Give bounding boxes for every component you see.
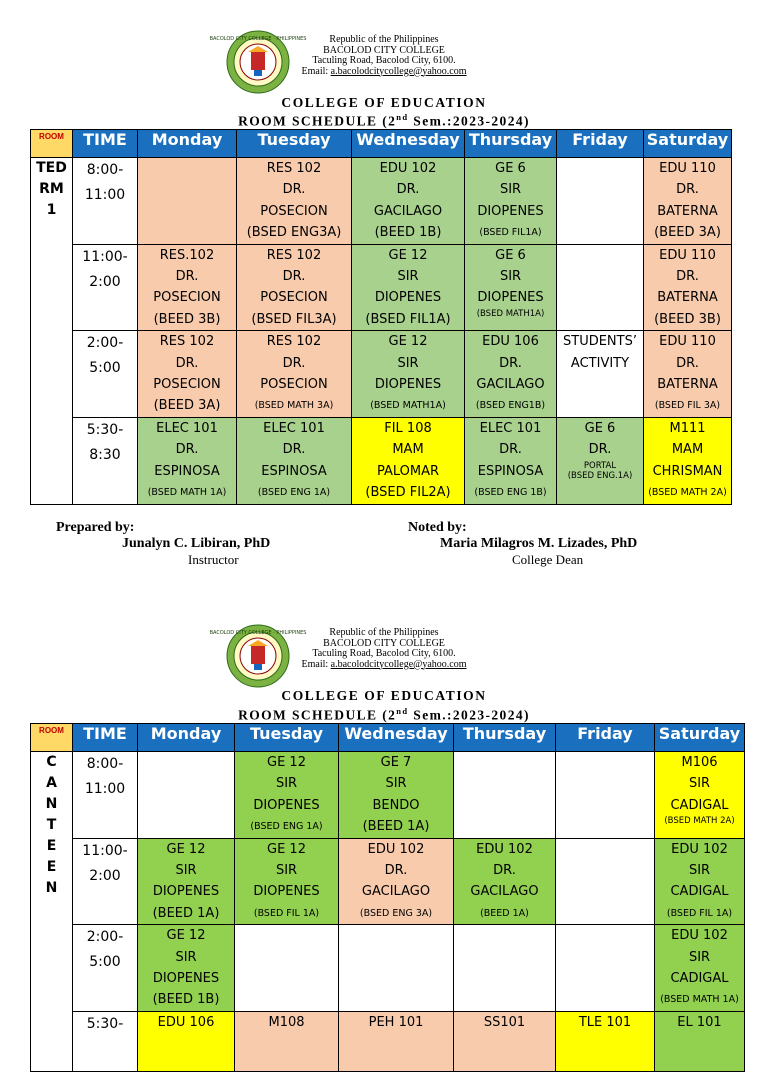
class-slot-line: GE 12	[388, 247, 428, 263]
time-slot-line: 2:00	[89, 273, 121, 290]
class-slot-line: RES 102	[266, 334, 322, 350]
col-header-tuesday: Tuesday	[235, 724, 339, 752]
time-slot-line: 11:00	[84, 187, 126, 203]
room-label-line: N	[45, 880, 58, 896]
class-slot-line: POSECION	[260, 203, 328, 219]
table-row	[31, 752, 745, 839]
class-slot-line: DR.	[676, 355, 699, 371]
class-slot-line: EDU 102	[379, 161, 437, 176]
class-slot-line: PEH 101	[368, 1014, 424, 1030]
class-section-label: (BSED MATH 1A)	[147, 487, 227, 499]
class-slot-cell	[644, 331, 732, 418]
class-slot-line: EDU 110	[659, 161, 716, 176]
republic-line: Republic of the Philippines	[329, 627, 439, 638]
class-slot-line: (BEED 3A)	[153, 398, 221, 414]
class-section-label: (BSED MATH 1A)	[660, 994, 739, 1006]
class-slot-line: ELEC 101	[479, 420, 542, 436]
col-header-saturday: Saturday	[644, 130, 732, 158]
class-slot-cell	[556, 838, 655, 925]
col-header-tuesday: Tuesday	[237, 130, 352, 158]
college-of-education-title: COLLEGE OF EDUCATION	[281, 688, 487, 703]
class-slot-cell	[339, 925, 454, 1012]
class-section-label: (BSED FIL 3A)	[654, 400, 721, 412]
class-slot-cell	[138, 158, 237, 245]
email-line: Email: a.bacolodcitycollege@yahoo.com	[301, 65, 467, 77]
class-slot-line: SIR	[499, 269, 522, 285]
time-slot-cell	[73, 752, 138, 839]
college-of-education-title: COLLEGE OF EDUCATION	[281, 95, 487, 110]
time-slot-cell	[73, 331, 138, 418]
class-slot-cell	[235, 752, 339, 839]
schedule-table-canteen	[30, 723, 745, 1072]
col-header-friday: Friday	[556, 724, 655, 752]
class-slot-cell	[655, 838, 745, 925]
class-slot-line: DR.	[493, 863, 516, 879]
col-header-friday: Friday	[557, 130, 644, 158]
class-slot-line: DIOPENES	[253, 884, 320, 900]
class-slot-cell	[138, 838, 235, 925]
class-slot-cell	[237, 244, 352, 331]
col-header-time: TIME	[73, 724, 138, 752]
class-slot-line: EDU 102	[671, 928, 728, 944]
class-slot-cell	[655, 752, 745, 839]
room-label-line: N	[45, 796, 58, 812]
address-line: Taculing Road, Bacolod City, 6100.	[312, 648, 456, 659]
time-slot-line: 2:00	[89, 867, 121, 884]
time-slot-line: 11:00-	[82, 842, 128, 859]
table-row	[31, 331, 732, 418]
time-slot-cell	[73, 925, 138, 1012]
room-cell	[31, 158, 73, 505]
room-schedule-title: ROOM SCHEDULE (2nd Sem.:2023-2024)	[238, 112, 530, 129]
class-slot-line: SIR	[688, 863, 711, 879]
col-header-saturday: Saturday	[655, 724, 745, 752]
class-slot-line: SIR	[499, 182, 522, 198]
table-row	[31, 838, 745, 925]
table-row	[31, 925, 745, 1012]
republic-line: Republic of the Philippines	[329, 34, 439, 45]
class-slot-cell	[237, 158, 352, 245]
class-slot-line: (BSED FIL2A)	[365, 485, 451, 501]
class-slot-line: DIOPENES	[477, 290, 544, 306]
time-slot-cell	[73, 244, 138, 331]
class-slot-line: SIR	[175, 863, 197, 879]
class-slot-cell	[556, 1011, 655, 1071]
time-slot-line: 5:00	[89, 954, 121, 971]
class-slot-line: GE 12	[166, 928, 206, 944]
class-slot-line: BATERNA	[657, 290, 718, 306]
class-slot-line: DR.	[588, 442, 612, 458]
class-slot-line: GE 12	[388, 334, 428, 350]
college-address	[284, 35, 484, 77]
svg-text:BACOLOD CITY COLLEGE · PHILIPP: BACOLOD CITY COLLEGE · PHILIPPINES	[209, 36, 307, 42]
time-slot-line: 11:00-	[82, 248, 128, 265]
college-seal-icon	[209, 624, 307, 688]
time-slot-cell	[73, 158, 138, 245]
class-slot-line: DR.	[676, 182, 699, 198]
class-slot-line: EDU 102	[671, 841, 728, 857]
col-header-monday: Monday	[138, 724, 235, 752]
class-slot-cell	[235, 838, 339, 925]
class-slot-line: SIR	[175, 949, 197, 965]
class-slot-cell	[339, 838, 454, 925]
col-header-thursday: Thursday	[465, 130, 557, 158]
class-slot-cell	[556, 752, 655, 839]
class-slot-cell	[644, 158, 732, 245]
class-slot-cell	[237, 331, 352, 418]
class-slot-line: (BEED 1A)	[152, 905, 220, 921]
class-slot-cell	[235, 925, 339, 1012]
email-line: Email: a.bacolodcitycollege@yahoo.com	[301, 658, 467, 670]
class-slot-cell	[352, 244, 465, 331]
class-slot-cell	[454, 1011, 556, 1071]
noted-by-name: Maria Milagros M. Lizades, PhD	[440, 536, 638, 551]
class-section-label: (BSED FIL 1A)	[666, 907, 733, 919]
class-slot-line: POSECION	[260, 290, 328, 306]
table-row	[31, 417, 732, 504]
room-label-line: E	[46, 859, 57, 875]
class-slot-line: RES 102	[159, 334, 215, 350]
prepared-by-block	[56, 520, 356, 568]
class-slot-line: GACILAGO	[476, 377, 545, 393]
noted-by-label: Noted by:	[408, 520, 467, 535]
time-slot-line: 11:00	[84, 781, 126, 797]
class-slot-line: (BSED ENG3A)	[246, 225, 342, 241]
room-label-line: TED	[36, 160, 67, 176]
class-section-label: (BSED FIL1A)	[479, 227, 542, 239]
class-slot-cell	[557, 417, 644, 504]
class-section-label: (BEED 1A)	[480, 907, 529, 919]
table-header-row	[31, 724, 745, 752]
class-slot-line: TLE 101	[578, 1014, 632, 1030]
table-header-row	[31, 130, 732, 158]
room-label-line: A	[46, 775, 57, 791]
class-slot-cell	[138, 752, 235, 839]
time-slot-line: 2:00-	[86, 929, 124, 946]
noted-by-title: College Dean	[512, 552, 584, 567]
college-name: BACOLOD CITY COLLEGE	[323, 637, 445, 649]
class-slot-line: POSECION	[260, 377, 328, 393]
class-slot-line: EDU 102	[367, 841, 425, 857]
col-header-wednesday: Wednesday	[339, 724, 454, 752]
class-slot-cell	[454, 838, 556, 925]
class-slot-line: SS101	[483, 1014, 526, 1030]
class-slot-line: FIL 108	[384, 420, 432, 436]
class-slot-line: RES 102	[266, 161, 322, 176]
class-slot-line: DIOPENES	[374, 377, 442, 393]
time-slot-cell	[73, 417, 138, 504]
time-slot-line: 8:00-	[86, 756, 124, 772]
class-slot-line: ACTIVITY	[570, 355, 630, 371]
class-slot-line: DR.	[175, 442, 199, 458]
class-slot-line: ELEC 101	[156, 420, 218, 436]
class-section-label: (BSED MATH 2A)	[648, 487, 727, 499]
class-slot-line: DIOPENES	[152, 971, 220, 987]
time-slot-line: 8:30	[89, 446, 121, 463]
class-slot-cell	[138, 417, 237, 504]
class-slot-line: SIR	[385, 776, 407, 792]
class-slot-line: GE 12	[267, 841, 306, 857]
class-slot-line: DR.	[384, 863, 408, 879]
class-slot-line: GE 6	[495, 161, 526, 176]
class-slot-cell	[454, 752, 556, 839]
class-slot-line: CADIGAL	[670, 971, 729, 987]
email-link[interactable]: a.bacolodcitycollege@yahoo.com	[330, 658, 467, 670]
class-slot-line: DR.	[499, 442, 522, 458]
class-section-label: (BSED MATH 2A)	[664, 816, 735, 827]
class-slot-line: DIOPENES	[374, 290, 442, 306]
class-section-label: PORTAL	[583, 460, 617, 471]
class-slot-line: GE 6	[495, 247, 526, 263]
class-slot-line: SIR	[688, 949, 711, 965]
noted-by-block	[408, 520, 738, 568]
room-label-line: 1	[46, 202, 57, 218]
class-slot-line: DIOPENES	[477, 203, 544, 219]
class-slot-line: (BEED 1B)	[374, 225, 442, 241]
email-link[interactable]: a.bacolodcitycollege@yahoo.com	[330, 65, 467, 77]
class-slot-line: DR.	[175, 355, 199, 371]
class-slot-line: POSECION	[153, 290, 221, 306]
col-header-room: ROOM	[31, 130, 73, 158]
class-slot-cell	[655, 925, 745, 1012]
class-slot-line: SIR	[275, 776, 298, 792]
class-slot-line: (BEED 1A)	[362, 819, 430, 835]
class-slot-line: POSECION	[153, 377, 221, 393]
col-header-wednesday: Wednesday	[352, 130, 465, 158]
table-row	[31, 1011, 745, 1071]
class-slot-line: CADIGAL	[670, 884, 729, 900]
room-label-line: E	[46, 838, 57, 854]
class-slot-cell	[465, 244, 557, 331]
class-slot-line: STUDENTS’	[563, 334, 637, 350]
class-section-label: (BSED MATH1A)	[476, 308, 545, 319]
class-section-label: (BSED ENG.1A)	[567, 470, 633, 481]
class-slot-cell	[465, 331, 557, 418]
class-slot-line: BENDO	[372, 797, 420, 813]
class-slot-cell	[557, 244, 644, 331]
class-slot-line: BATERNA	[657, 377, 718, 393]
class-slot-line: (BEED 1B)	[152, 992, 220, 1008]
class-slot-line: DR.	[499, 355, 522, 371]
class-slot-cell	[557, 331, 644, 418]
prepared-by-title: Instructor	[188, 552, 239, 567]
col-header-room: ROOM	[31, 724, 73, 752]
class-slot-line: PALOMAR	[376, 463, 440, 479]
class-slot-cell	[237, 417, 352, 504]
class-slot-line: DR.	[282, 182, 306, 198]
prepared-by-name: Junalyn C. Libiran, PhD	[122, 536, 271, 551]
class-slot-line: SIR	[275, 863, 298, 879]
class-slot-line: EDU 106	[482, 334, 539, 350]
class-slot-cell	[138, 1011, 235, 1071]
class-slot-cell	[138, 244, 237, 331]
prepared-by-label: Prepared by:	[56, 520, 135, 535]
class-slot-line: ESPINOSA	[154, 463, 220, 479]
class-slot-cell	[352, 331, 465, 418]
time-slot-line: 8:00-	[86, 162, 124, 178]
class-slot-line: (BEED 3B)	[153, 311, 221, 327]
class-slot-cell	[339, 1011, 454, 1071]
class-slot-line: M106	[681, 755, 718, 770]
class-slot-line: GE 6	[584, 420, 616, 436]
table-row	[31, 158, 732, 245]
class-slot-line: ELEC 101	[263, 420, 325, 436]
class-slot-line: ESPINOSA	[261, 463, 327, 479]
class-slot-line: GACILAGO	[470, 884, 539, 900]
class-slot-line: DR.	[282, 355, 306, 371]
time-slot-cell	[73, 838, 138, 925]
class-slot-line: GE 7	[380, 755, 412, 770]
svg-text:BACOLOD CITY COLLEGE · PHILIPP: BACOLOD CITY COLLEGE · PHILIPPINES	[209, 630, 307, 636]
class-slot-line: DIOPENES	[253, 797, 320, 813]
class-slot-cell	[454, 925, 556, 1012]
class-slot-line: (BEED 3B)	[654, 311, 721, 327]
col-header-monday: Monday	[138, 130, 237, 158]
class-section-label: (BSED FIL 1A)	[253, 907, 320, 919]
class-slot-line: GACILAGO	[373, 203, 443, 219]
class-slot-cell	[644, 244, 732, 331]
class-slot-cell	[352, 158, 465, 245]
time-slot-line: 5:30-	[86, 1015, 124, 1032]
college-name: BACOLOD CITY COLLEGE	[323, 44, 445, 56]
class-section-label: (BSED ENG 1B)	[474, 487, 547, 499]
table-row	[31, 244, 732, 331]
class-slot-line: DR.	[396, 182, 420, 198]
class-slot-line: CADIGAL	[670, 797, 729, 813]
class-section-label: (BSED ENG 1A)	[250, 821, 323, 833]
room-label-line: C	[46, 754, 57, 770]
class-slot-line: DIOPENES	[152, 884, 220, 900]
class-slot-line: DR.	[175, 269, 199, 285]
college-address	[284, 628, 484, 670]
time-slot-line: 5:00	[89, 360, 121, 377]
room-label-line: RM	[39, 181, 64, 197]
class-slot-cell	[557, 158, 644, 245]
college-seal-icon	[209, 30, 307, 94]
class-slot-line: EDU 110	[659, 247, 716, 263]
class-slot-line: DR.	[282, 442, 306, 458]
class-slot-line: EDU 106	[157, 1014, 215, 1030]
class-slot-line: M108	[268, 1014, 305, 1030]
class-slot-line: SIR	[397, 355, 419, 371]
class-section-label: (BSED ENG1B)	[475, 400, 546, 412]
class-slot-line: M111	[669, 420, 706, 436]
class-slot-line: (BEED 3A)	[654, 225, 721, 241]
room-cell	[31, 752, 73, 1072]
class-slot-line: EL 101	[677, 1014, 722, 1030]
room-schedule-title: ROOM SCHEDULE (2nd Sem.:2023-2024)	[238, 706, 530, 723]
class-slot-line: CHRISMAN	[652, 463, 723, 479]
class-slot-line: MAM	[392, 442, 424, 458]
class-slot-line: SIR	[688, 776, 711, 792]
class-slot-line: (BSED FIL1A)	[365, 311, 451, 327]
schedule-table-ted-rm1	[30, 129, 732, 505]
class-slot-cell	[556, 925, 655, 1012]
col-header-thursday: Thursday	[454, 724, 556, 752]
class-slot-line: RES 102	[266, 247, 322, 263]
class-slot-cell	[235, 1011, 339, 1071]
class-section-label: (BSED ENG 1A)	[257, 487, 331, 499]
class-slot-cell	[465, 417, 557, 504]
class-slot-line: ESPINOSA	[477, 463, 544, 479]
class-slot-line: EDU 102	[476, 841, 533, 857]
class-slot-line: GE 12	[267, 755, 306, 770]
class-slot-line: DR.	[282, 269, 306, 285]
class-slot-line: SIR	[397, 269, 419, 285]
class-slot-cell	[655, 1011, 745, 1071]
class-section-label: (BSED ENG 3A)	[359, 907, 433, 919]
class-slot-cell	[138, 925, 235, 1012]
time-slot-cell	[73, 1011, 138, 1071]
col-header-time: TIME	[73, 130, 138, 158]
class-slot-cell	[644, 417, 732, 504]
class-slot-line: MAM	[671, 442, 704, 458]
class-slot-cell	[465, 158, 557, 245]
room-label-line: T	[46, 817, 57, 833]
class-section-label: (BSED MATH1A)	[370, 400, 446, 412]
class-slot-line: GACILAGO	[361, 884, 431, 900]
time-slot-line: 5:30-	[86, 421, 124, 438]
class-slot-cell	[138, 331, 237, 418]
class-slot-line: EDU 110	[659, 334, 716, 350]
address-line: Taculing Road, Bacolod City, 6100.	[312, 55, 456, 66]
class-slot-cell	[339, 752, 454, 839]
class-slot-line: RES.102	[159, 247, 215, 263]
class-section-label: (BSED MATH 3A)	[254, 400, 334, 412]
class-slot-line: (BSED FIL3A)	[251, 311, 337, 327]
class-slot-cell	[352, 417, 465, 504]
class-slot-line: DR.	[676, 269, 699, 285]
class-slot-line: GE 12	[166, 841, 206, 857]
time-slot-line: 2:00-	[86, 335, 124, 352]
class-slot-line: BATERNA	[657, 203, 718, 219]
